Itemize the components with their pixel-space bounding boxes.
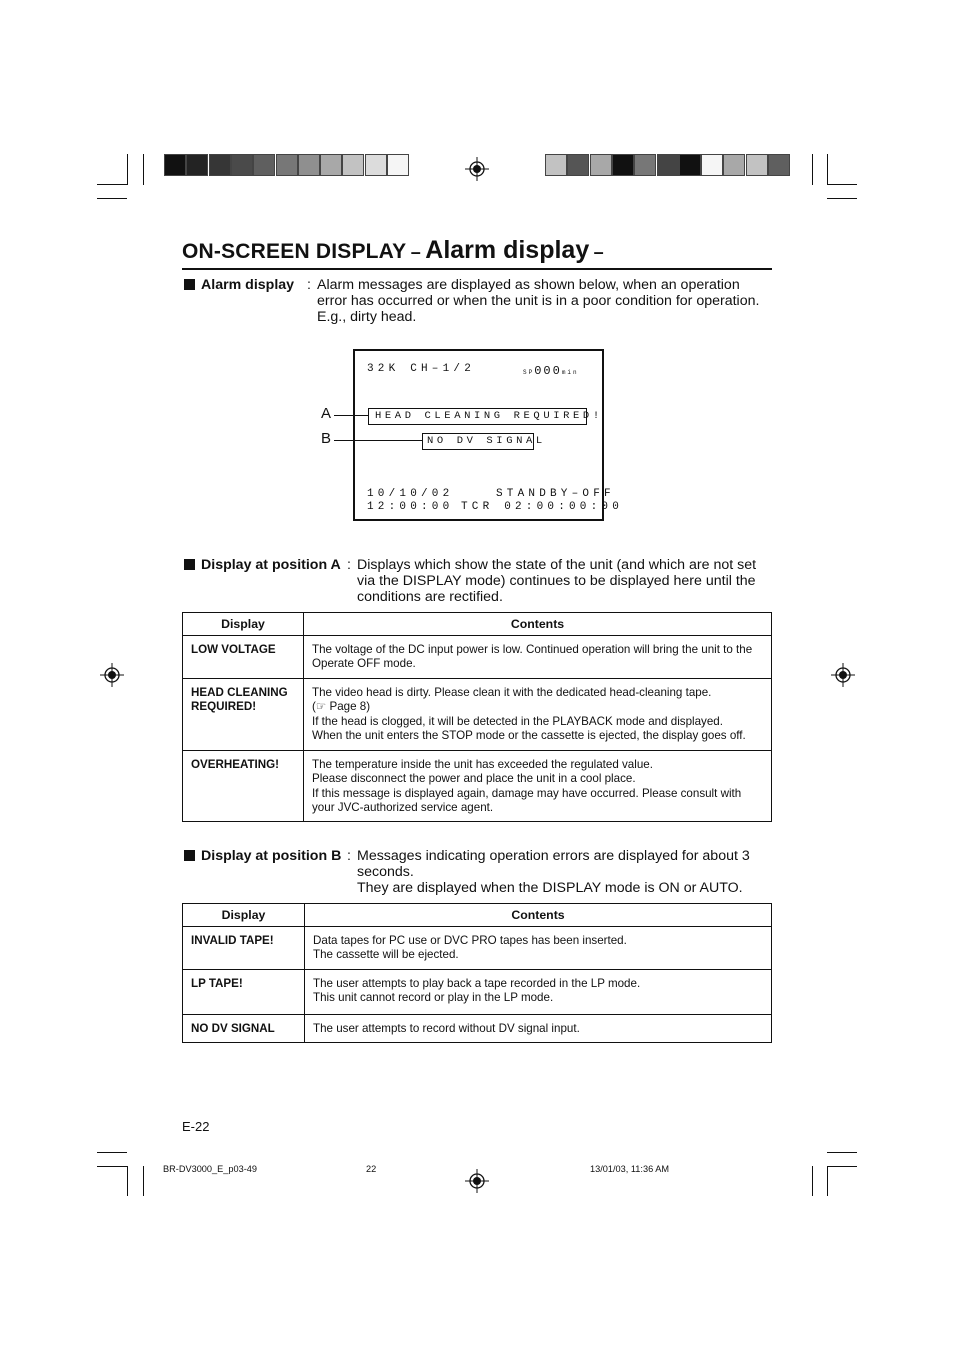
- color-swatch: [723, 154, 745, 176]
- pointer-label-a: A: [321, 405, 332, 422]
- table-header-display: Display: [183, 904, 305, 927]
- text-line: They are displayed when the DISPLAY mode is ON or AUTO.: [357, 880, 743, 896]
- footer-file-name: BR-DV3000_E_p03-49: [163, 1164, 257, 1174]
- bullet-square-icon: [184, 279, 195, 290]
- text-line: conditions are rectified.: [357, 589, 503, 605]
- color-swatch: [298, 154, 320, 176]
- section-a-colon: :: [347, 557, 351, 573]
- title-dash-open: –: [410, 242, 421, 262]
- position-a-table: [182, 612, 772, 822]
- title-dash-close: –: [593, 242, 604, 262]
- color-swatch: [567, 154, 589, 176]
- section-b-text: [357, 848, 777, 896]
- osd-message-a: HEAD CLEANING REQUIRED!: [368, 408, 587, 425]
- pointer-line-b: [334, 440, 422, 441]
- display-cell: HEAD CLEANING REQUIRED!: [183, 679, 304, 751]
- page-title: [182, 236, 772, 270]
- page-number: E-22: [182, 1119, 210, 1134]
- color-swatch: [186, 154, 208, 176]
- osd-counter: SP000min: [523, 364, 579, 378]
- registration-mark-icon: [99, 662, 125, 688]
- intro-colon: :: [307, 277, 311, 293]
- contents-cell: The temperature inside the unit has exceeded the regulated value. Please disconnect the power and place the unit in a cool place. If this message is displayed again, damage may have occurred. Please consult with your JVC-authorized service agent.: [304, 751, 772, 822]
- text-line: via the DISPLAY mode) continues to be displayed here until the: [357, 573, 756, 589]
- table-row: [183, 927, 772, 970]
- bullet-square-icon: [184, 559, 195, 570]
- color-swatch: [545, 154, 567, 176]
- section-a-text: [357, 557, 777, 605]
- title-main: Alarm display: [425, 236, 590, 264]
- display-cell: LOW VOLTAGE: [183, 636, 304, 679]
- footer-timestamp: 13/01/03, 11:36 AM: [590, 1164, 670, 1174]
- text-line: E.g., dirty head.: [317, 309, 417, 325]
- registration-mark-icon: [464, 156, 490, 182]
- table-row: [183, 969, 772, 1014]
- table-row: [183, 1014, 772, 1042]
- registration-mark-icon: [830, 662, 856, 688]
- color-swatch: [768, 154, 790, 176]
- display-cell: INVALID TAPE!: [183, 927, 305, 970]
- color-swatch: [209, 154, 231, 176]
- table-row: [183, 679, 772, 751]
- text-line: seconds.: [357, 864, 414, 880]
- pointer-line-a: [334, 415, 368, 416]
- table-row: [183, 636, 772, 679]
- intro-text: [317, 277, 777, 325]
- display-cell: NO DV SIGNAL: [183, 1014, 305, 1042]
- text-line: Alarm messages are displayed as shown below, when an operation: [317, 277, 740, 293]
- contents-cell: Data tapes for PC use or DVC PRO tapes has been inserted. The cassette will be ejected.: [305, 927, 772, 970]
- section-a-label: Display at position A: [184, 557, 341, 573]
- color-swatch: [679, 154, 701, 176]
- color-swatch: [590, 154, 612, 176]
- text-line: error has occurred or when the unit is in a poor condition for operation.: [317, 293, 760, 309]
- section-b-label: Display at position B: [184, 848, 341, 864]
- contents-cell: The user attempts to record without DV signal input.: [305, 1014, 772, 1042]
- color-swatch: [320, 154, 342, 176]
- table-row: [183, 751, 772, 822]
- osd-message-b: NO DV SIGNAL: [422, 433, 534, 450]
- color-swatch: [365, 154, 387, 176]
- color-swatch: [276, 154, 298, 176]
- color-swatch: [657, 154, 679, 176]
- color-swatch: [342, 154, 364, 176]
- color-swatch: [253, 154, 275, 176]
- display-cell: LP TAPE!: [183, 969, 305, 1014]
- color-swatch: [746, 154, 768, 176]
- registration-mark-icon: [464, 1168, 490, 1194]
- table-header-contents: Contents: [304, 613, 772, 636]
- osd-tcr: TCR 02:00:00:00: [461, 501, 624, 513]
- text-line: Displays which show the state of the unit (and which are not set: [357, 557, 757, 573]
- osd-time: 12:00:00: [367, 501, 454, 513]
- osd-channel: 32K CH–1/2: [367, 363, 476, 375]
- contents-cell: The user attempts to play back a tape recorded in the LP mode. This unit cannot record or play in the LP mode.: [305, 969, 772, 1014]
- table-header-display: Display: [183, 613, 304, 636]
- table-header-contents: Contents: [305, 904, 772, 927]
- title-prefix: ON-SCREEN DISPLAY: [182, 240, 407, 263]
- display-cell: OVERHEATING!: [183, 751, 304, 822]
- color-swatch: [387, 154, 409, 176]
- color-swatch: [612, 154, 634, 176]
- osd-screen-illustration: [353, 349, 624, 521]
- section-b-colon: :: [347, 848, 351, 864]
- position-b-table: [182, 903, 772, 1043]
- footer-page: 22: [366, 1164, 377, 1174]
- color-swatch: [634, 154, 656, 176]
- text-line: Messages indicating operation errors are displayed for about 3: [357, 848, 750, 864]
- pointer-label-b: B: [321, 430, 332, 447]
- color-swatch: [164, 154, 186, 176]
- color-swatch: [701, 154, 723, 176]
- bullet-square-icon: [184, 850, 195, 861]
- osd-standby: STANDBY–OFF: [496, 488, 615, 500]
- color-swatch: [231, 154, 253, 176]
- contents-cell: The voltage of the DC input power is low. Continued operation will bring the unit to the Operate OFF mode.: [304, 636, 772, 679]
- intro-label: Alarm display: [184, 277, 294, 293]
- contents-cell: The video head is dirty. Please clean it with the dedicated head-cleaning tape. (☞ Page 8) If the head is clogged, it will be detected in the PLAYBACK mode and displayed. When the unit enters the STOP mode or the cassette is ejected, the display goes off.: [304, 679, 772, 751]
- osd-date: 10/10/02: [367, 488, 454, 500]
